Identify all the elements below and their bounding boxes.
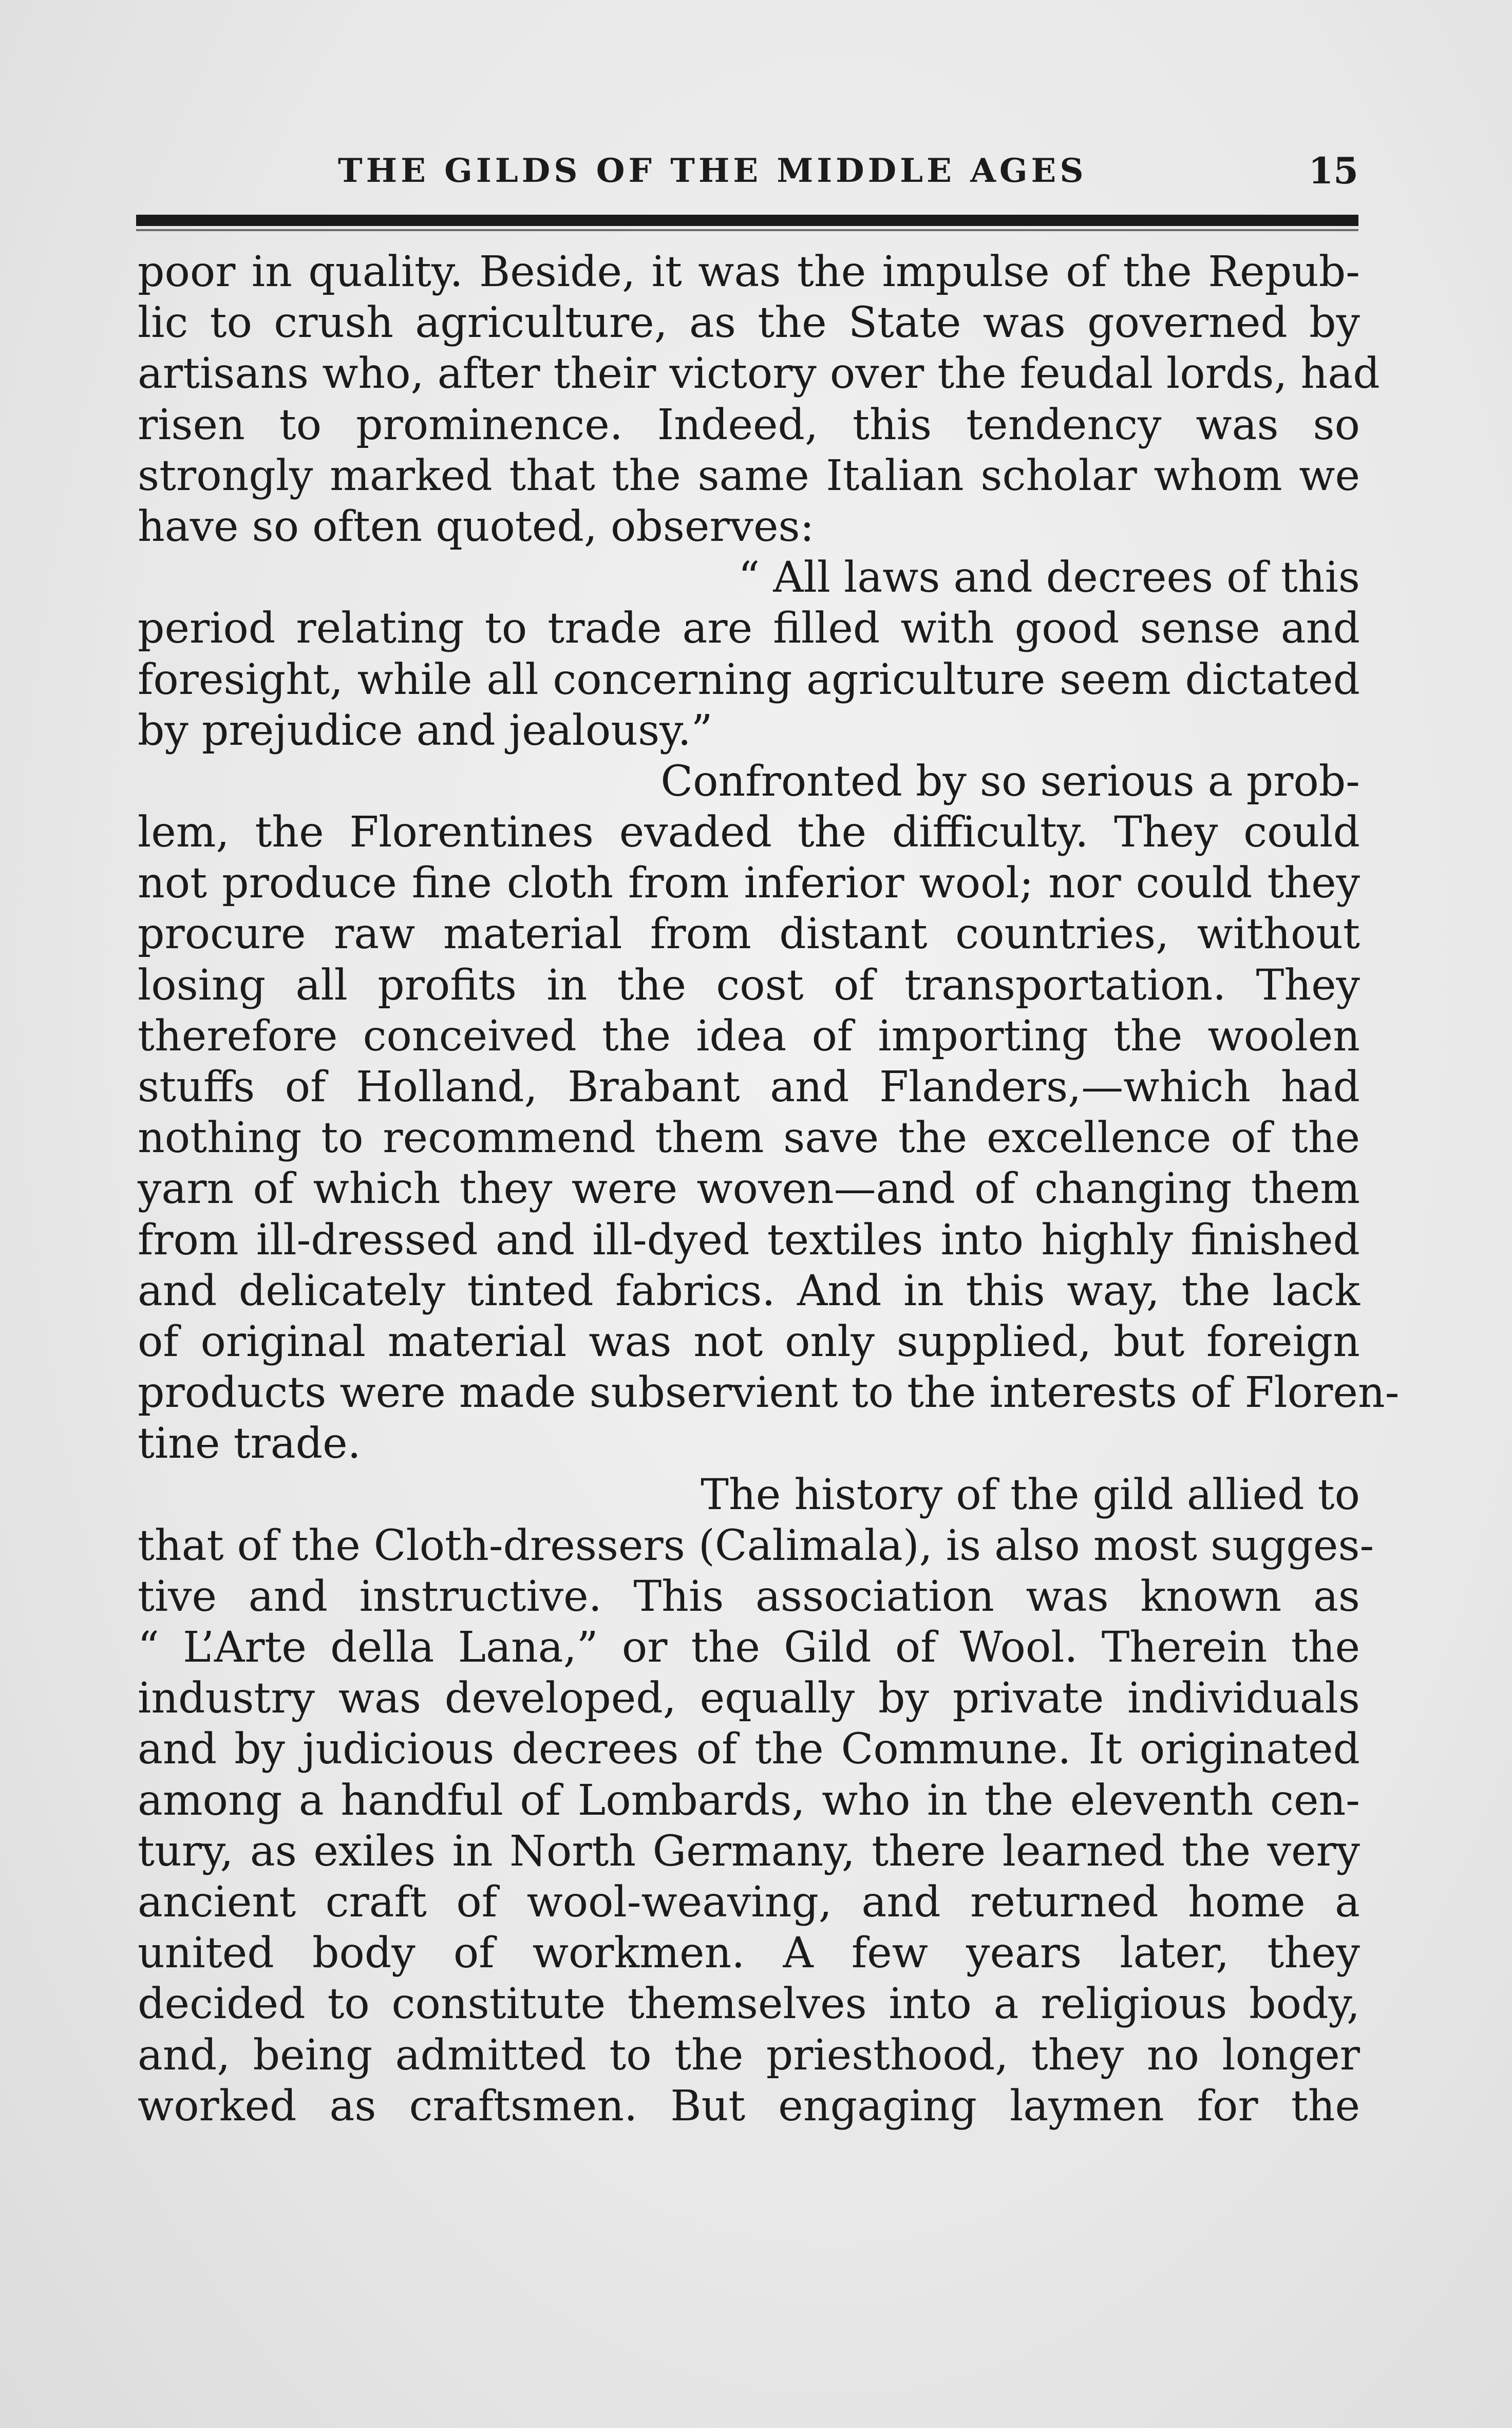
text-line: nothing to recommend them save the excellence of the [138, 1114, 1360, 1163]
paragraph-start-line: The history of the gild allied to [701, 1470, 1360, 1519]
text-line: “ L’Arte della Lana,” or the Gild of Wool. Therein the [138, 1623, 1360, 1672]
text-line: tine trade. [138, 1419, 361, 1469]
text-line: strongly marked that the same Italian scholar whom we [138, 451, 1360, 500]
text-line: from ill-dressed and ill-dyed textiles into highly finished [138, 1215, 1360, 1265]
text-line: artisans who, after their victory over the feudal lords, had [138, 349, 1380, 399]
text-line: and delicately tinted fabrics. And in this way, the lack [138, 1266, 1360, 1315]
text-line: stuffs of Holland, Brabant and Flanders,—which had [138, 1063, 1360, 1112]
text-line: decided to constitute themselves into a religious body, [138, 1980, 1360, 2029]
text-line: yarn of which they were woven—and of changing them [138, 1164, 1360, 1214]
text-line: therefore conceived the idea of importing the woolen [138, 1011, 1360, 1061]
paragraph-start-line: Confronted by so serious a prob- [660, 757, 1360, 806]
text-line: worked as craftsmen. But engaging laymen for the [138, 2081, 1360, 2131]
text-line: united body of workmen. A few years later, they [138, 1929, 1360, 1978]
text-line: foresight, while all concerning agriculture seem dictated [138, 655, 1360, 704]
text-line: have so often quoted, observes: [138, 502, 815, 551]
body-text [138, 247, 1400, 2132]
text-line: tury, as exiles in North Germany, there learned the very [138, 1827, 1360, 1876]
text-line: lem, the Florentines evaded the difficulty. They could [138, 808, 1360, 857]
text-line: lic to crush agriculture, as the State was governed by [138, 298, 1360, 348]
text-line: by prejudice and jealousy.” [138, 706, 713, 755]
quotation-start-line: “ All laws and decrees of this [738, 553, 1360, 603]
text-line: of original material was not only supplied, but foreign [138, 1317, 1360, 1366]
header-rule [136, 215, 1358, 226]
text-line: risen to prominence. Indeed, this tendency was so [138, 400, 1360, 449]
text-line: tive and instructive. This association was known as [138, 1572, 1360, 1621]
text-line: period relating to trade are filled with good sense and [138, 604, 1360, 653]
text-line: and, being admitted to the priesthood, they no longer [138, 2030, 1360, 2080]
text-line: procure raw material from distant countries, without [138, 910, 1360, 959]
text-line: industry was developed, equally by private individuals [138, 1674, 1360, 1723]
text-line: ancient craft of wool-weaving, and returned home a [138, 1878, 1360, 1927]
text-line: and by judicious decrees of the Commune. It originated [138, 1725, 1360, 1774]
text-line: among a handful of Lombards, who in the eleventh cen- [138, 1776, 1360, 1825]
page-header [136, 146, 1358, 203]
text-line: poor in quality. Beside, it was the impulse of the Repub- [138, 248, 1360, 296]
text-line: that of the Cloth-dressers (Calimala), is also most sugges- [138, 1521, 1374, 1570]
text-line: not produce fine cloth from inferior wool; nor could they [138, 859, 1360, 908]
running-title: THE GILDS OF THE MIDDLE AGES [338, 152, 1087, 190]
text-line: losing all profits in the cost of transportation. They [138, 961, 1360, 1010]
text-line: products were made subservient to the interests of Floren- [138, 1368, 1400, 1418]
page-number: 15 [1308, 149, 1358, 192]
